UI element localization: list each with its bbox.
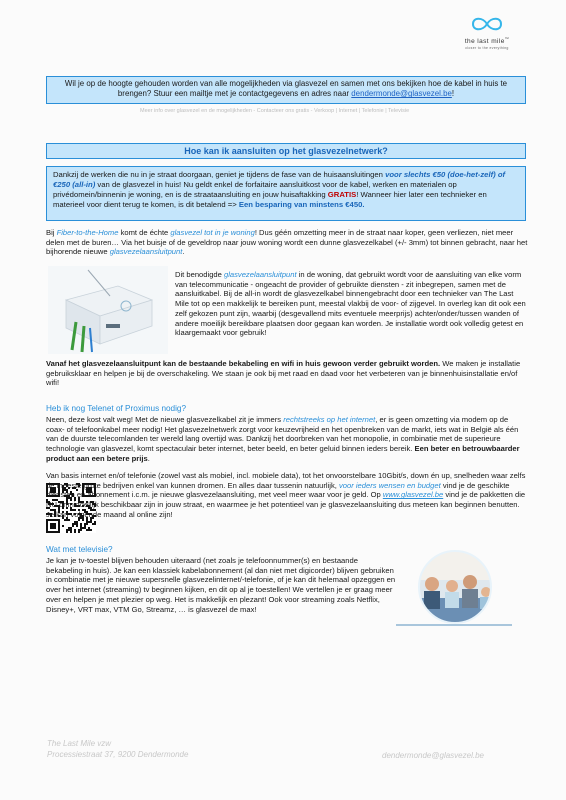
fiber-termination-box-image <box>48 266 168 354</box>
paragraph-existing-cabling: Vanaf het glasvezelaansluitpunt kan de bestaande bekabeling en wifi in huis gewoon verder gebruikt worden. We maken je installatie gebruiksklaar en helpen je bij de overschakeling. We staan je ook bij met raad en daad voor het verbeteren van je binnenhuisinstallatie en/of wifi! <box>46 359 521 388</box>
price-highlight: voor slechts €50 (doe-het-zelf) of €250 (all-in) <box>53 170 506 190</box>
intro-box: Wil je op de hoogte gehouden worden van alle mogelijkheden via glasvezel en samen met ons bekijken hoe de kabel in huis te brengen? Stuur een mailtje met je contactgegevens en adres naar dendermonde@glasvezel.be! <box>46 76 526 104</box>
footer-email[interactable]: dendermonde@glasvezel.be <box>382 751 484 760</box>
intro-text: Wil je op de hoogte gehouden worden van alle mogelijkheden via glasvezel en samen met ons bekijken hoe de kabel in huis te brengen? Stuur een mailtje met je contactgegevens en adres naar <box>64 79 508 99</box>
paragraph-television: Je kan je tv-toestel blijven behouden uiteraard (net zoals je telefoonnummer(s) en bestaande bekabeling in huis). Je kan een klassiek kabelabonnement (al dan niet met digicorder) blijven gebruiken in combinatie met je nieuwe supersnelle glasvezelinternet/-telefonie, of je kan dit helemaal opzeggen en over het internet (streaming) tv beginnen kijken, en dit op al je toestellen! We vertellen je er graag meer over en helpen je met plezier op weg. Het is makkelijk en plezant! Ook voor streaming zoals Netflix, Disney+, VRT max, VTM Go, Streamz, … is glasvezel de max! <box>46 556 396 614</box>
intro-email-link[interactable]: dendermonde@glasvezel.be <box>351 89 452 99</box>
paragraph-connection-point: Dit benodigde glasvezelaansluitpunt in de woning, dat gebruikt wordt voor de aansluiting van elke vorm van telecommunicatie - ongeacht de provider of gebruikte diensten - zit inbegrepen, samen met de aansluitkabel. Bij de all-in wordt de glasvezelkabel binnengebracht door een technieker van The Last Mile tot op een makkelijk te bereiken punt, meestal vlakbij de voor- of zijgevel. In overleg kan dit ook een zelf gekozen punt zijn, waarbij (desgevallend mits eventuele meerprijs) achter/onder/tussen wanden of andere moeilijk bereikbare plaatsen door gegaan kan worden. Je installatie wordt ook volledig getest en klaargemaakt voor gebruik! <box>175 270 526 338</box>
photo-base-line <box>396 624 512 626</box>
paragraph-fiber-home: Bij Fiber-to-the-Home komt de échte glasvezel tot in je woning! Dus géén omzetting meer in de straat naar koper, geen verliezen, niet meer delen met de buren… Via het buisje of de geveldrop naar jouw woning wordt een dunne glasvezelkabel (+/- 3mm) tot binnen gebracht, naar het bijhorende nieuwe glasvezelaansluitpunt. <box>46 228 528 257</box>
free-highlight: GRATIS <box>327 190 357 200</box>
footer-address: The Last Mile vzw Processiestraat 37, 9200 Dendermonde <box>47 739 189 760</box>
paragraph-speeds-offers: Van basis internet en/of telefonie (zowel vast als mobiel, incl. mobiele data), tot het onvoorstelbare 10Gbit/s, down én up, snelheden waar zelfs de meeste grote bedrijven enkel van kunnen dromen. En alles daar tussenin natuurlijk, voor ieders wensen en budget vind je de geschikte diensten en abonnement i.c.m. je nieuwe glasvezelaansluiting, met veel meer waar voor je geld. Op www.glasvezel.be vind je de pakketten die NU onmiddellijk beschikbaar zijn in jouw straat, en waarmee je het potentieel van je glasvezelaansluiting dus meteen kan beginnen benutten. Je kan volgende maand al online zijn! <box>46 471 526 519</box>
website-link[interactable]: www.glasvezel.be <box>382 490 444 500</box>
paragraph-telenet-answer: Neen, deze kost valt weg! Met de nieuwe glasvezelkabel zit je immers rechtstreeks op het internet, er is geen omzetting via modem op de coax- of telefoonkabel meer nodig! Het glasvezelnetwerk zorgt voor keuzevrijheid en het openbreken van de markt, iets wat in België als één van de duurste telecomlanden ter wereld lang overtijd was. Dankzij het doorbreken van het monopolie, in combinatie met de superieure technologie van glasvezel, komt spectaculair beter internet, beter beeld, en beter geluid binnen ieders bereik. Een beter en betrouwbaarder product aan een betere prijs. <box>46 415 520 463</box>
company-logo <box>452 14 522 51</box>
heading-telenet-proximus: Heb ik nog Telenet of Proximus nodig? <box>46 404 187 413</box>
section-title: Hoe kan ik aansluiten op het glasvezelnetwerk? <box>46 143 526 159</box>
family-watching-tv-photo <box>400 550 510 625</box>
heading-television: Wat met televisie? <box>46 545 113 554</box>
faint-bleedthrough-line: Meer info over glasvezel en de mogelijkheden - Contacteer ons gratis - Verkoop | Internet | Telefonie | Televisie <box>140 108 410 114</box>
savings-highlight: Een besparing van minstens €450. <box>238 200 365 210</box>
logo-tagline: closer to the everything <box>465 46 509 51</box>
infinity-logo-icon <box>467 14 507 34</box>
offer-box: Dankzij de werken die nu in je straat doorgaan, geniet je tijdens de fase van de huisaansluitingen voor slechts €50 (doe-het-zelf) of €250 (all-in) van de glasvezel in huis! Nu geldt enkel de forfaitaire aansluitkost voor de kabel, werken en materialen op privédomein/binnenin je woning, en is de straataansluiting en jouw huisaftakking GRATIS! Wanneer hier later een technieker en materieel voor dient terug te komen, is dit betalend => Een besparing van minstens €450. <box>46 166 526 221</box>
logo-name: the last mile™ <box>464 36 510 46</box>
